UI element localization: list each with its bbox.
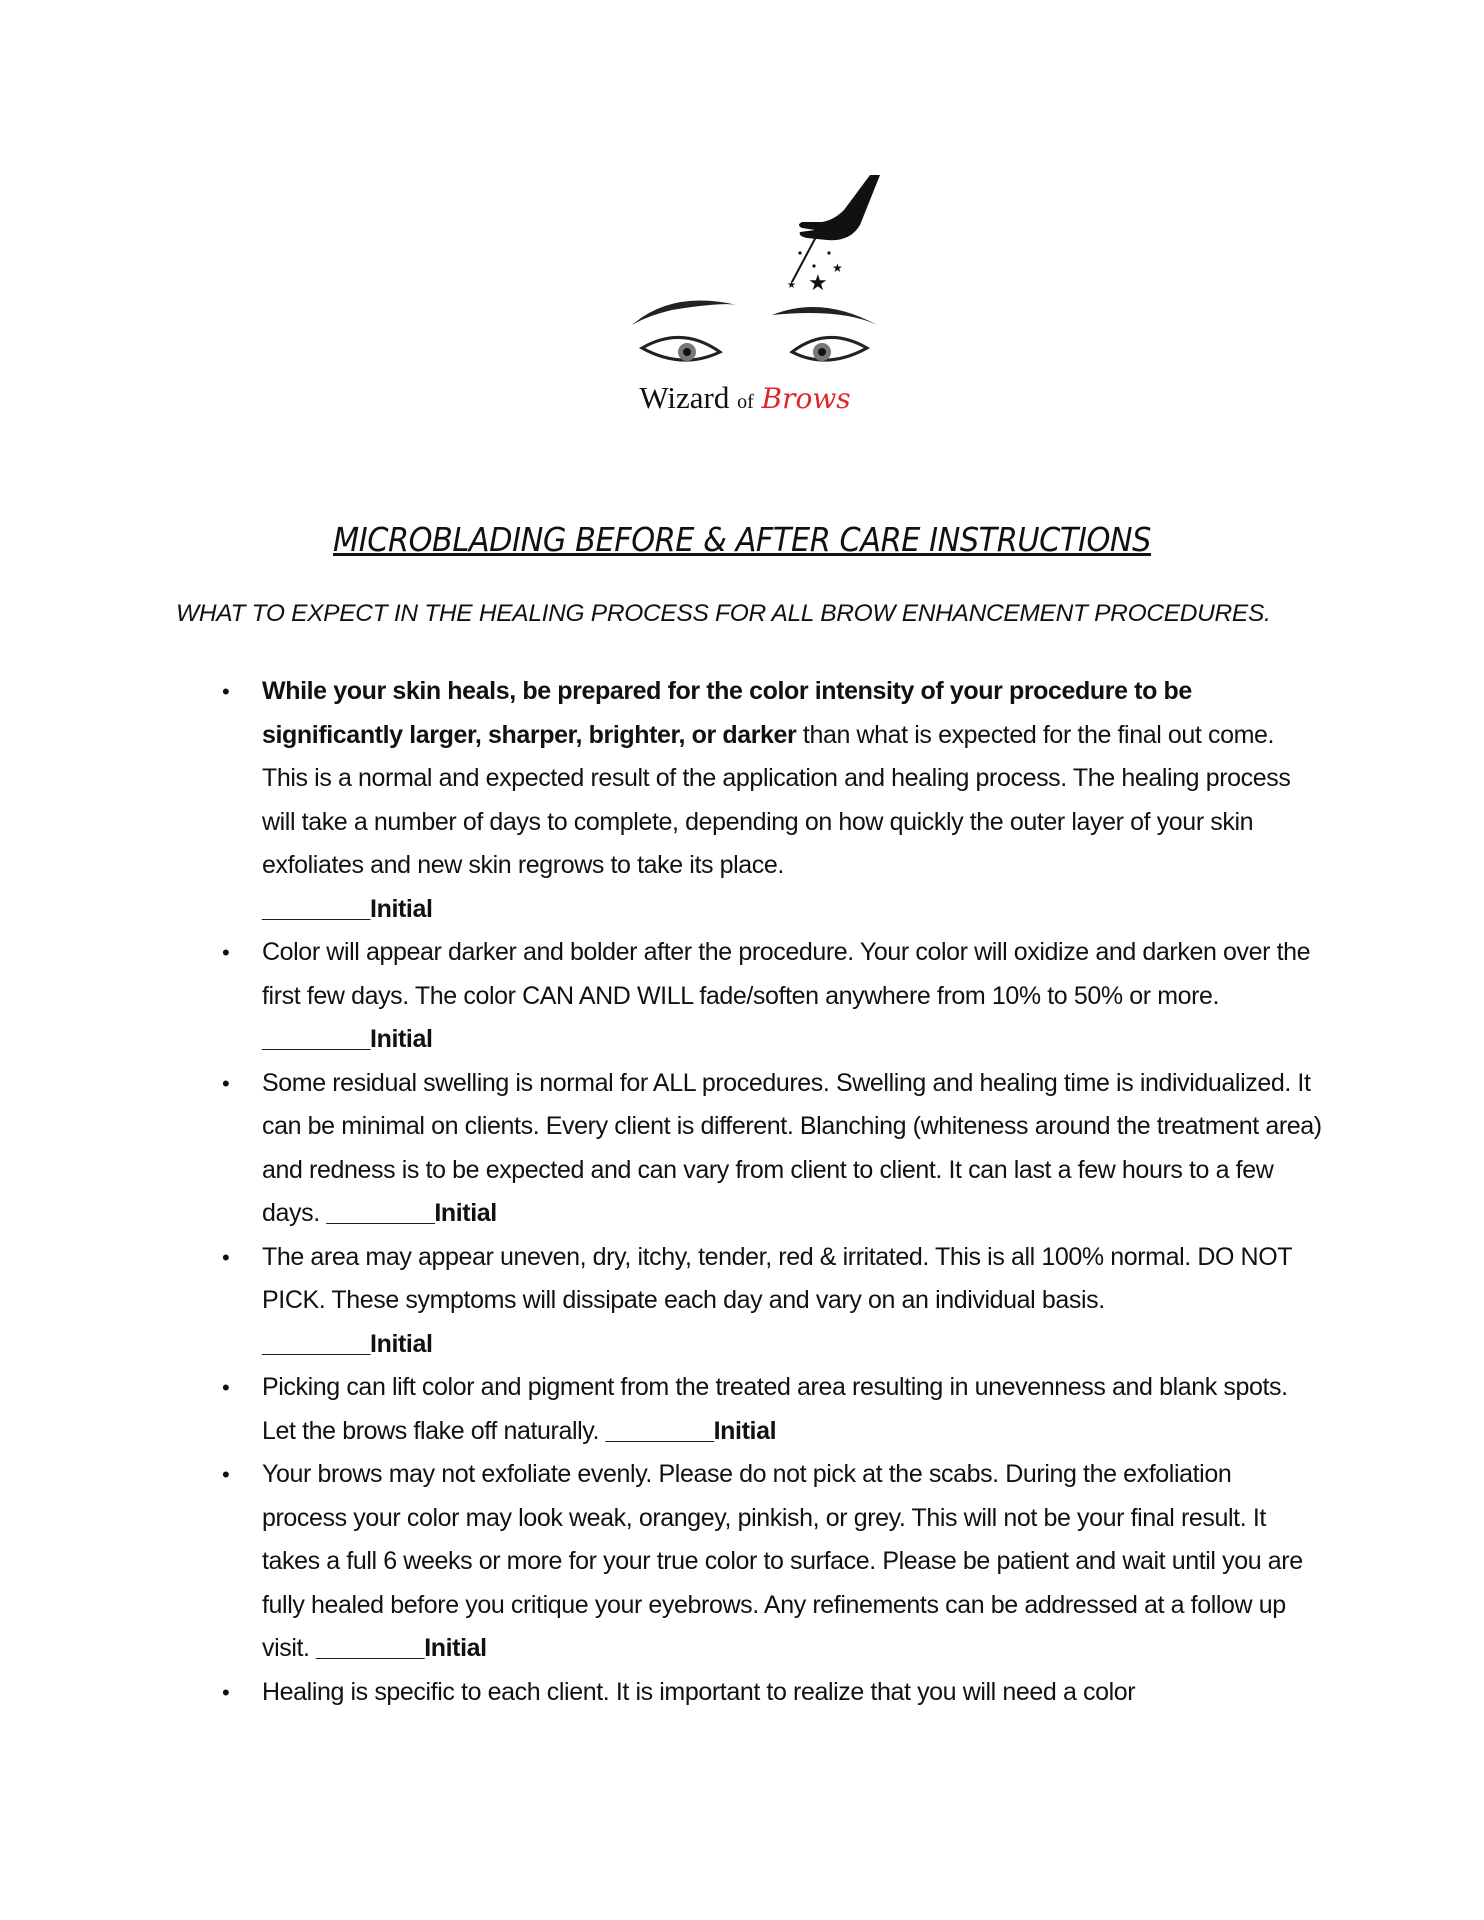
initial-field[interactable]: ________Initial: [605, 1416, 777, 1445]
bullet-icon: •: [222, 679, 230, 704]
list-item: • While your skin heals, be prepared for the color intensity of your procedure to be significantly larger, sharper, brighter, or darker than what is expected for the final out come. This is a normal and expected result of the application and healing process. The healing process will take a number of days to complete, depending on how quickly the outer layer of your skin exfoliates and new skin regrows to take its place. ________Initial: [222, 670, 1322, 931]
bullet-icon: •: [222, 1375, 230, 1400]
brand-wizard: Wizard: [639, 380, 730, 415]
document-subtitle: WHAT TO EXPECT IN THE HEALING PROCESS FOR ALL BROW ENHANCEMENT PROCEDURES.: [176, 600, 1271, 627]
list-item: • Some residual swelling is normal for ALL procedures. Swelling and healing time is individualized. It can be minimal on clients. Every client is different. Blanching (whiteness around the treatment area) and redness is to be expected and can vary from client to client. It can last a few hours to a few days. ________Initial: [222, 1062, 1322, 1236]
bullet-icon: •: [222, 940, 230, 965]
bullet-icon: •: [222, 1070, 230, 1096]
initial-field[interactable]: ________Initial: [326, 1199, 497, 1227]
document-title: MICROBLADING BEFORE & AFTER CARE INSTRUCTIONS: [333, 520, 1151, 559]
initial-field[interactable]: ________Initial: [316, 1634, 487, 1662]
list-item: • Healing is specific to each client. It is important to realize that you will need a color: [222, 1671, 1322, 1715]
svg-text:★: ★: [808, 270, 828, 295]
bullet-icon: •: [222, 1679, 230, 1705]
brand-name: [620, 380, 870, 416]
bullet-icon: •: [222, 1244, 230, 1270]
brand-brows: Brows: [761, 382, 851, 415]
list-item: • The area may appear uneven, dry, itchy, tender, red & irritated. This is all 100% normal. DO NOT PICK. These symptoms will dissipate each day and vary on an individual basis. ________Initial: [222, 1236, 1322, 1367]
svg-text:★: ★: [832, 261, 843, 275]
initial-field[interactable]: ________Initial: [262, 1329, 433, 1358]
list-item: • Color will appear darker and bolder after the procedure. Your color will oxidize and darken over the first few days. The color CAN AND WILL fade/soften anywhere from 10% to 50% or more. ________Initial: [222, 931, 1322, 1062]
list-item: • Your brows may not exfoliate evenly. Please do not pick at the scabs. During the exfoliation process your color may look weak, orangey, pinkish, or grey. This will not be your final result. It takes a full 6 weeks or more for your true color to surface. Please be patient and wait until you are fully healed before you critique your eyebrows. Any refinements can be addressed at a follow up visit. ________Initial: [222, 1453, 1322, 1671]
bullet-icon: •: [222, 1462, 230, 1487]
brand-of: of: [737, 391, 754, 413]
svg-text:★: ★: [787, 280, 796, 291]
list-item: • Picking can lift color and pigment from the treated area resulting in unevenness and blank spots. Let the brows flake off naturally. ________Initial: [222, 1366, 1322, 1453]
initial-field[interactable]: ________Initial: [262, 894, 433, 923]
initial-field[interactable]: ________Initial: [262, 1025, 433, 1053]
instruction-list: [222, 670, 1322, 1714]
